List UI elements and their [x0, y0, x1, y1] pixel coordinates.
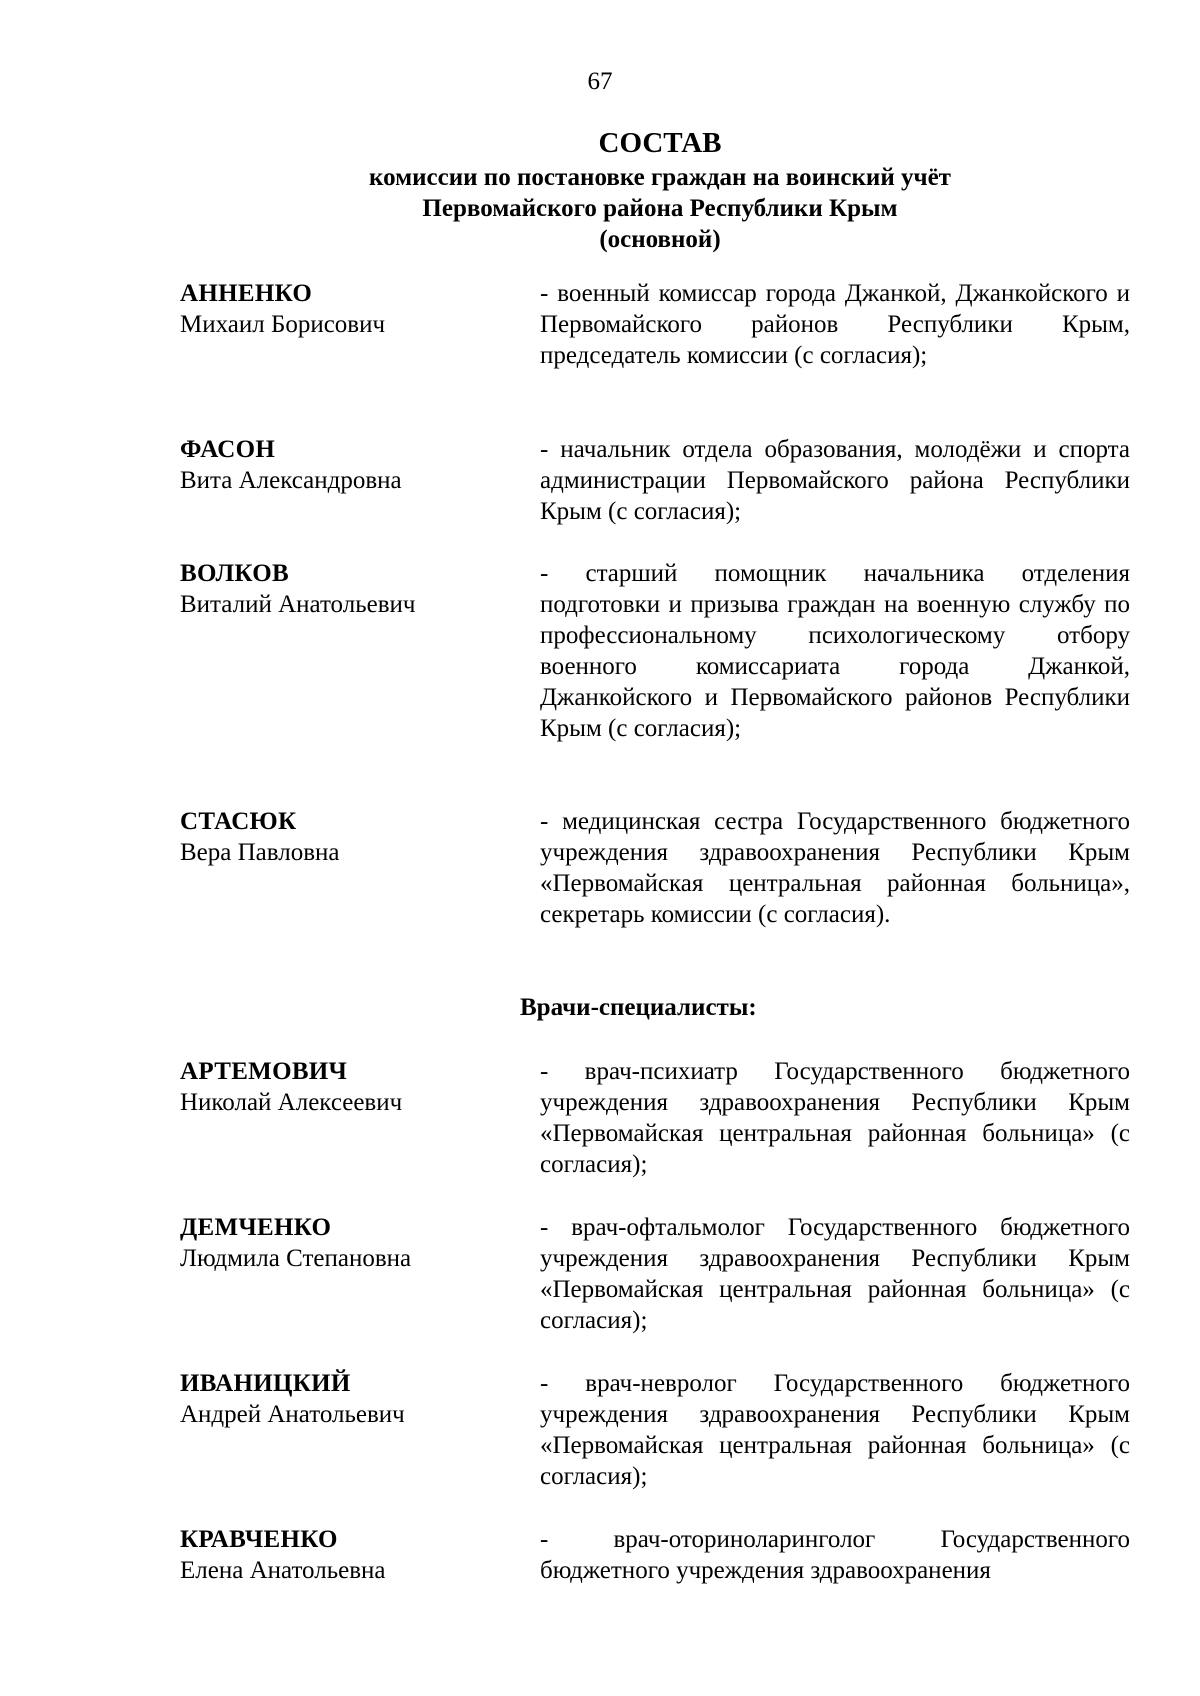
- member-surname: АННЕНКО: [180, 280, 313, 307]
- page-number: 67: [587, 68, 613, 95]
- member-role: - начальник отдела образования, молодёжи и спорта администрации Первомайского района Республики Крым (с согласия);: [540, 436, 1130, 525]
- title-heading: СОСТАВ: [598, 127, 722, 159]
- member-names: [180, 558, 510, 620]
- specialist-fullname: Елена Анатольевна: [180, 1557, 386, 1584]
- member-names: [180, 278, 510, 340]
- specialist-names: [180, 1212, 510, 1274]
- specialist-fullname: Андрей Анатольевич: [180, 1401, 405, 1428]
- title-line-2: Первомайского района Республики Крым: [422, 195, 898, 222]
- member-role: - старший помощник начальника отделения подготовки и призыва граждан на военную службу по профессиональному психологическому отбору военного комиссариата города Джанкой, Джанкойского и Первомайского районов Республики Крым (с согласия);: [540, 560, 1130, 742]
- specialist-surname: ИВАНИЦКИЙ: [180, 1370, 351, 1397]
- member-role: - медицинская сестра Государственного бюджетного учреждения здравоохранения Республики Крым «Первомайская центральная районная больница», секретарь комиссии (с согласия).: [540, 808, 1130, 928]
- member-surname: СТАСЮК: [180, 808, 297, 835]
- specialist-role: - врач-оториноларинголог Государственного бюджетного учреждения здравоохранения: [540, 1526, 1130, 1584]
- section-heading: Врачи-специалисты:: [520, 994, 757, 1021]
- member-fullname: Виталий Анатольевич: [180, 591, 416, 618]
- title-line-1: комиссии по постановке граждан на воинский учёт: [369, 164, 951, 191]
- member-fullname: Вера Павловна: [180, 839, 340, 866]
- specialist-role: - врач-психиатр Государственного бюджетного учреждения здравоохранения Республики Крым «Первомайская центральная районная больница» (с согласия);: [540, 1058, 1130, 1178]
- specialist-names: [180, 1524, 510, 1586]
- member-fullname: Вита Александровна: [180, 467, 402, 494]
- specialist-role: - врач-офтальмолог Государственного бюджетного учреждения здравоохранения Республики Крым «Первомайская центральная районная больница» (с согласия);: [540, 1214, 1130, 1334]
- specialist-surname: АРТЕМОВИЧ: [180, 1058, 348, 1085]
- title-line-3: (основной): [599, 226, 721, 253]
- specialist-surname: КРАВЧЕНКО: [180, 1526, 338, 1553]
- member-surname: ФАСОН: [180, 436, 276, 463]
- specialist-fullname: Людмила Степановна: [180, 1245, 412, 1272]
- specialist-names: [180, 1056, 510, 1118]
- specialist-role: - врач-невролог Государственного бюджетного учреждения здравоохранения Республики Крым «Первомайская центральная районная больница» (с согласия);: [540, 1370, 1130, 1490]
- member-fullname: Михаил Борисович: [180, 311, 386, 338]
- document-title: [180, 124, 1140, 255]
- member-surname: ВОЛКОВ: [180, 560, 289, 587]
- member-names: [180, 434, 510, 496]
- member-role: - военный комиссар города Джанкой, Джанкойского и Первомайского районов Республики Крым, председатель комиссии (с согласия);: [540, 280, 1130, 369]
- specialist-surname: ДЕМЧЕНКО: [180, 1214, 332, 1241]
- specialist-fullname: Николай Алексеевич: [180, 1089, 403, 1116]
- specialist-names: [180, 1368, 510, 1430]
- member-names: [180, 806, 510, 868]
